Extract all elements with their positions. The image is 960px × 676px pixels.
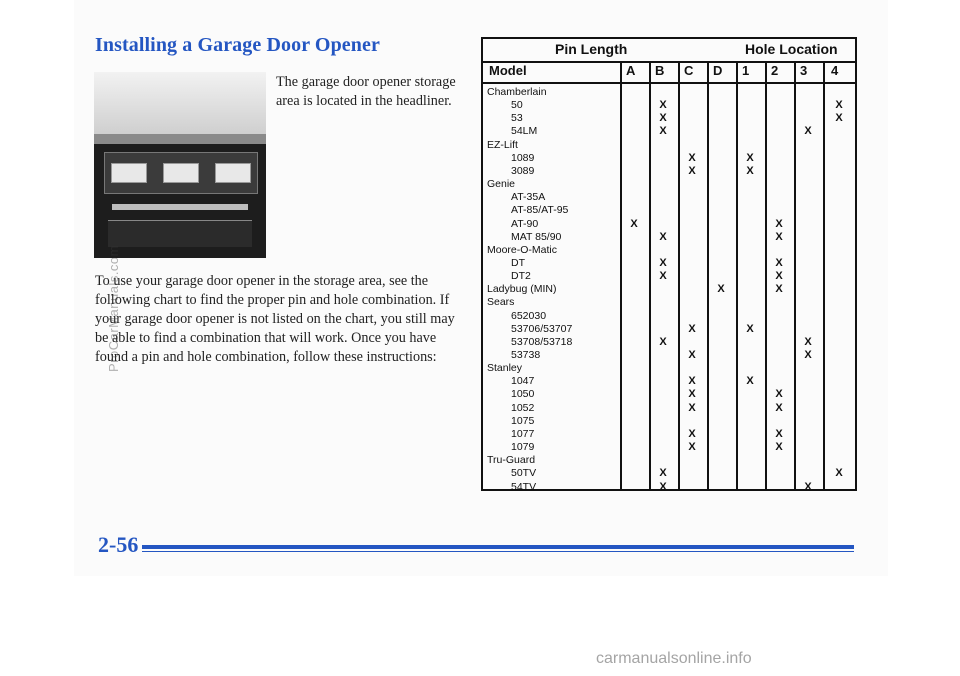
table-mark: X [835, 467, 843, 480]
model-row: 54LM [511, 125, 538, 138]
column-divider [823, 61, 825, 489]
table-mark: X [659, 335, 667, 348]
model-row: 1075 [511, 414, 535, 427]
table-mark: X [775, 256, 783, 269]
brand-row: Genie [487, 178, 516, 191]
photo-button-panel [104, 152, 258, 194]
table-mark: X [804, 349, 812, 361]
pin-hole-table [481, 37, 857, 491]
table-mark: X [775, 388, 783, 401]
table-mark: X [688, 164, 696, 177]
table-mark: X [659, 467, 667, 480]
table-mark: X [659, 230, 667, 243]
table-mark: X [688, 427, 696, 440]
table-mark: X [659, 256, 667, 269]
column-divider [678, 61, 680, 489]
table-mark: X [775, 401, 783, 414]
table-mark: X [835, 112, 843, 125]
model-row: 1050 [511, 388, 535, 401]
column-header-model: Model [489, 63, 527, 78]
model-row: 3089 [511, 164, 535, 177]
model-row: 53 [511, 112, 523, 125]
column-divider [794, 61, 796, 489]
table-mark: X [659, 99, 667, 112]
table-mark: X [688, 388, 696, 401]
table-mark: X [659, 125, 667, 138]
column-divider [707, 61, 709, 489]
column-header-b: B [655, 63, 665, 78]
model-row: 50 [511, 99, 523, 112]
table-mark: X [688, 322, 696, 335]
table-mark: X [630, 217, 638, 230]
table-mark: X [746, 151, 754, 164]
table-mark: X [746, 164, 754, 177]
brand-row: Chamberlain [487, 86, 547, 98]
brand-row: Stanley [487, 362, 523, 375]
model-row: DT2 [511, 270, 531, 283]
table-mark: X [746, 322, 754, 335]
table-mark: X [659, 112, 667, 125]
table-mark: X [688, 441, 696, 454]
body-paragraph: To use your garage door opener in the storage area, see the following chart to find the proper pin and hole combination. If your garage door opener is not listed on the chart, you still may be able to find a combination that will work. Once you have found a pin and hole combination, follow these instructions: [95, 273, 455, 365]
hole-location-header: Hole Location [745, 41, 838, 57]
photo-rim [94, 134, 266, 144]
footer-rule [142, 545, 854, 549]
brand-row: EZ-Lift [487, 138, 518, 151]
column-header-c: C [684, 63, 694, 78]
brand-row: Moore-O-Matic [487, 243, 558, 256]
photo-caption: The garage door opener storage area is located in the headliner. [276, 74, 456, 109]
table-mark: X [775, 217, 783, 230]
photo-button-right [215, 163, 251, 183]
model-row: AT-85/AT-95 [511, 204, 569, 217]
table-mark: X [688, 375, 696, 388]
model-row: 50TV [511, 467, 537, 480]
headliner-storage-photo [94, 72, 266, 258]
side-watermark: ProCarManuals.com [106, 245, 121, 372]
photo-strip [112, 204, 248, 210]
column-header-d: D [713, 63, 723, 78]
model-row: 1079 [511, 441, 535, 454]
table-mark: X [775, 427, 783, 440]
photo-button-middle [163, 163, 199, 183]
column-header-3: 3 [800, 63, 808, 78]
table-mark: X [775, 283, 783, 296]
table-mark: X [688, 151, 696, 164]
table-group-header [483, 39, 855, 63]
model-row: 652030 [511, 309, 547, 322]
table-mark: X [775, 441, 783, 454]
model-row: MAT 85/90 [511, 230, 562, 243]
table-mark: X [804, 480, 812, 493]
table-mark: X [835, 99, 843, 112]
column-divider [649, 61, 651, 489]
table-mark: X [775, 230, 783, 243]
bottom-watermark: carmanualsonline.info [596, 650, 752, 667]
brand-row: Tru-Guard [487, 454, 536, 467]
table-mark: X [659, 270, 667, 283]
footer-rule-thin [142, 551, 854, 552]
table-mark: X [659, 480, 667, 493]
column-divider [736, 61, 738, 489]
photo-console [108, 220, 252, 247]
table-column-header [483, 61, 855, 84]
model-row: AT-35A [511, 191, 546, 204]
photo-button-left [111, 163, 147, 183]
model-row: AT-90 [511, 217, 539, 230]
model-row: 53706/53707 [511, 322, 573, 335]
table-mark: X [746, 375, 754, 388]
page-title: Installing a Garage Door Opener [95, 34, 380, 56]
model-row: 54TV [511, 480, 537, 493]
column-header-2: 2 [771, 63, 779, 78]
model-row: 53738 [511, 349, 541, 361]
column-divider [620, 61, 622, 489]
table-mark: X [688, 349, 696, 361]
model-row: 1077 [511, 427, 535, 440]
pin-length-header: Pin Length [555, 41, 628, 57]
model-row: 1089 [511, 151, 535, 164]
model-row: DT [511, 256, 525, 269]
model-row: 1052 [511, 401, 535, 414]
model-row: 1047 [511, 375, 535, 388]
table-mark: X [717, 283, 725, 296]
table-mark: X [775, 270, 783, 283]
table-mark: X [804, 125, 812, 138]
model-row: 53708/53718 [511, 335, 573, 348]
brand-row: Sears [487, 296, 515, 309]
table-mark: X [804, 335, 812, 348]
column-divider [765, 61, 767, 489]
column-header-4: 4 [831, 63, 839, 78]
photo-headliner [94, 72, 266, 134]
column-header-1: 1 [742, 63, 750, 78]
column-header-a: A [626, 63, 636, 78]
brand-row: Ladybug (MIN) [487, 283, 557, 296]
table-mark: X [688, 401, 696, 414]
page-number: 2-56 [98, 532, 139, 557]
